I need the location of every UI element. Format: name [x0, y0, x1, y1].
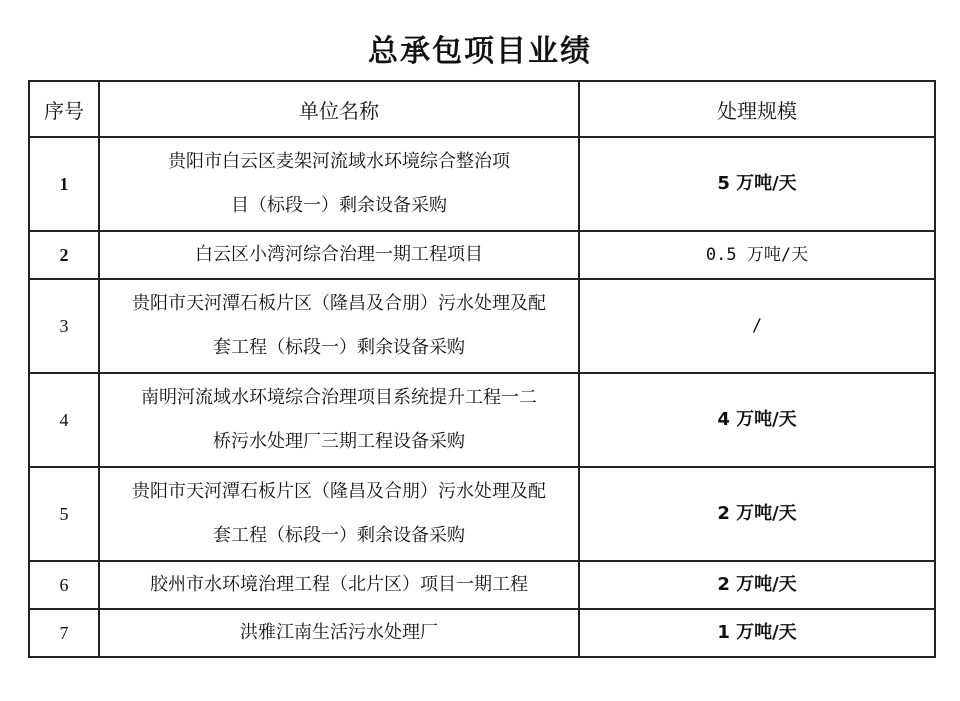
row-serial-number: 2	[29, 231, 99, 279]
table-row	[29, 467, 935, 561]
row-unit-name	[99, 467, 579, 561]
row-serial-number: 3	[29, 279, 99, 373]
row-unit-name-line: 胶州市水环境治理工程（北片区）项目一期工程	[150, 574, 528, 595]
table-row	[29, 373, 935, 467]
table-row	[29, 609, 935, 657]
row-unit-name	[99, 137, 579, 231]
row-unit-name	[99, 279, 579, 373]
row-unit-name-line: 桥污水处理厂三期工程设备采购	[213, 431, 465, 452]
row-unit-name-line: 贵阳市天河潭石板片区（隆昌及合朋）污水处理及配	[132, 481, 546, 502]
header-serial-number: 序号	[29, 81, 99, 137]
row-unit-name-line: 目（标段一）剩余设备采购	[231, 195, 447, 216]
row-processing-capacity: 2 万吨/天	[579, 467, 935, 561]
table-row	[29, 231, 935, 279]
row-unit-name-line: 洪雅江南生活污水处理厂	[240, 622, 438, 643]
table-row	[29, 137, 935, 231]
row-processing-capacity: 5 万吨/天	[579, 137, 935, 231]
row-unit-name	[99, 561, 579, 609]
table-row	[29, 561, 935, 609]
table-header-row	[29, 81, 935, 137]
row-unit-name-line: 套工程（标段一）剩余设备采购	[213, 525, 465, 546]
row-unit-name	[99, 231, 579, 279]
row-unit-name-line: 贵阳市白云区麦架河流域水环境综合整治项	[168, 151, 510, 172]
header-unit-name: 单位名称	[99, 81, 579, 137]
row-unit-name-line: 贵阳市天河潭石板片区（隆昌及合朋）污水处理及配	[132, 293, 546, 314]
row-serial-number: 7	[29, 609, 99, 657]
row-processing-capacity: 1 万吨/天	[579, 609, 935, 657]
row-serial-number: 5	[29, 467, 99, 561]
row-processing-capacity: 0.5 万吨/天	[579, 231, 935, 279]
row-unit-name	[99, 609, 579, 657]
row-processing-capacity: 4 万吨/天	[579, 373, 935, 467]
row-unit-name-line: 白云区小湾河综合治理一期工程项目	[195, 244, 483, 265]
page-title: 总承包项目业绩	[368, 34, 592, 69]
row-serial-number: 4	[29, 373, 99, 467]
table-row	[29, 279, 935, 373]
project-performance-table-container	[28, 80, 934, 658]
row-processing-capacity: /	[579, 279, 935, 373]
row-unit-name-line: 套工程（标段一）剩余设备采购	[213, 337, 465, 358]
row-unit-name	[99, 373, 579, 467]
row-serial-number: 1	[29, 137, 99, 231]
row-serial-number: 6	[29, 561, 99, 609]
project-performance-table	[28, 80, 936, 658]
header-processing-capacity: 处理规模	[579, 81, 935, 137]
row-processing-capacity: 2 万吨/天	[579, 561, 935, 609]
row-unit-name-line: 南明河流域水环境综合治理项目系统提升工程一二	[141, 387, 537, 408]
